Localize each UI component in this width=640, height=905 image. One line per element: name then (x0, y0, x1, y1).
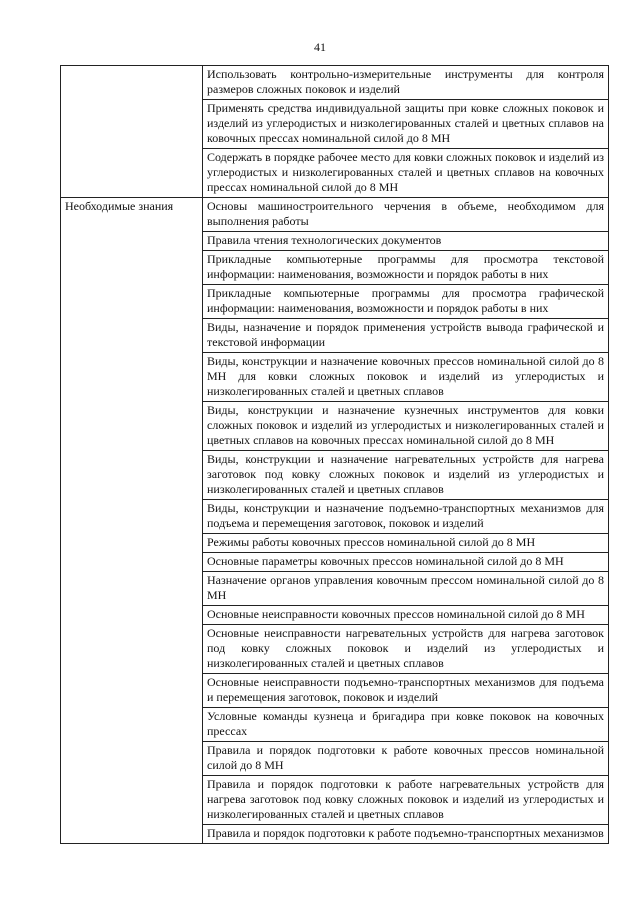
knowledge-item: Правила и порядок подготовки к работе подъемно-транспортных механизмов (203, 825, 609, 844)
knowledge-item: Правила чтения технологических документов (203, 232, 609, 251)
knowledge-item: Назначение органов управления ковочным прессом номинальной силой до 8 МН (203, 572, 609, 606)
skill-item: Использовать контрольно-измерительные инструменты для контроля размеров сложных поковок и изделий (203, 66, 609, 100)
knowledge-item: Виды, конструкции и назначение подъемно-транспортных механизмов для подъема и перемещения заготовок, поковок и изделий (203, 500, 609, 534)
knowledge-item: Основные параметры ковочных прессов номинальной силой до 8 МН (203, 553, 609, 572)
knowledge-item: Правила и порядок подготовки к работе нагревательных устройств для нагрева заготовок под ковку сложных поковок и изделий из углеродистых и низколегированных сталей и цветных сплавов (203, 776, 609, 825)
empty-label-cell (61, 66, 203, 198)
section-label: Необходимые знания (61, 198, 203, 844)
knowledge-item: Основные неисправности нагревательных устройств для нагрева заготовок под ковку сложных поковок и изделий из углеродистых и низколегированных сталей и цветных сплавов (203, 625, 609, 674)
page-number: 41 (314, 40, 326, 54)
knowledge-item: Прикладные компьютерные программы для просмотра текстовой информации: наименования, возможности и порядок работы в них (203, 251, 609, 285)
knowledge-item: Виды, назначение и порядок применения устройств вывода графической и текстовой информации (203, 319, 609, 353)
knowledge-item: Прикладные компьютерные программы для просмотра графической информации: наименования, возможности и порядок работы в них (203, 285, 609, 319)
knowledge-item: Виды, конструкции и назначение нагревательных устройств для нагрева заготовок под ковку сложных поковок и изделий из углеродистых и низколегированных сталей и цветных сплавов (203, 451, 609, 500)
knowledge-item: Виды, конструкции и назначение ковочных прессов номинальной силой до 8 МН для ковки сложных поковок и изделий из углеродистых и низколегированных сталей и цветных сплавов (203, 353, 609, 402)
knowledge-item: Условные команды кузнеца и бригадира при ковке поковок на ковочных прессах (203, 708, 609, 742)
knowledge-item: Виды, конструкции и назначение кузнечных инструментов для ковки сложных поковок и изделий из углеродистых и низколегированных сталей и цветных сплавов на ковочных прессах номинальной силой до 8 МН (203, 402, 609, 451)
knowledge-item: Основные неисправности подъемно-транспортных механизмов для подъема и перемещения заготовок, поковок и изделий (203, 674, 609, 708)
knowledge-item: Основы машиностроительного черчения в объеме, необходимом для выполнения работы (203, 198, 609, 232)
table-row (61, 66, 609, 100)
knowledge-item: Основные неисправности ковочных прессов номинальной силой до 8 МН (203, 606, 609, 625)
requirements-table (60, 65, 609, 844)
table-row (61, 198, 609, 232)
knowledge-item: Режимы работы ковочных прессов номинальной силой до 8 МН (203, 534, 609, 553)
skill-item: Содержать в порядке рабочее место для ковки сложных поковок и изделий из углеродистых и низколегированных сталей и цветных сплавов на ковочных прессах номинальной силой до 8 МН (203, 149, 609, 198)
knowledge-item: Правила и порядок подготовки к работе ковочных прессов номинальной силой до 8 МН (203, 742, 609, 776)
skill-item: Применять средства индивидуальной защиты при ковке сложных поковок и изделий из углеродистых и низколегированных сталей и цветных сплавов на ковочных прессах номинальной силой до 8 МН (203, 100, 609, 149)
